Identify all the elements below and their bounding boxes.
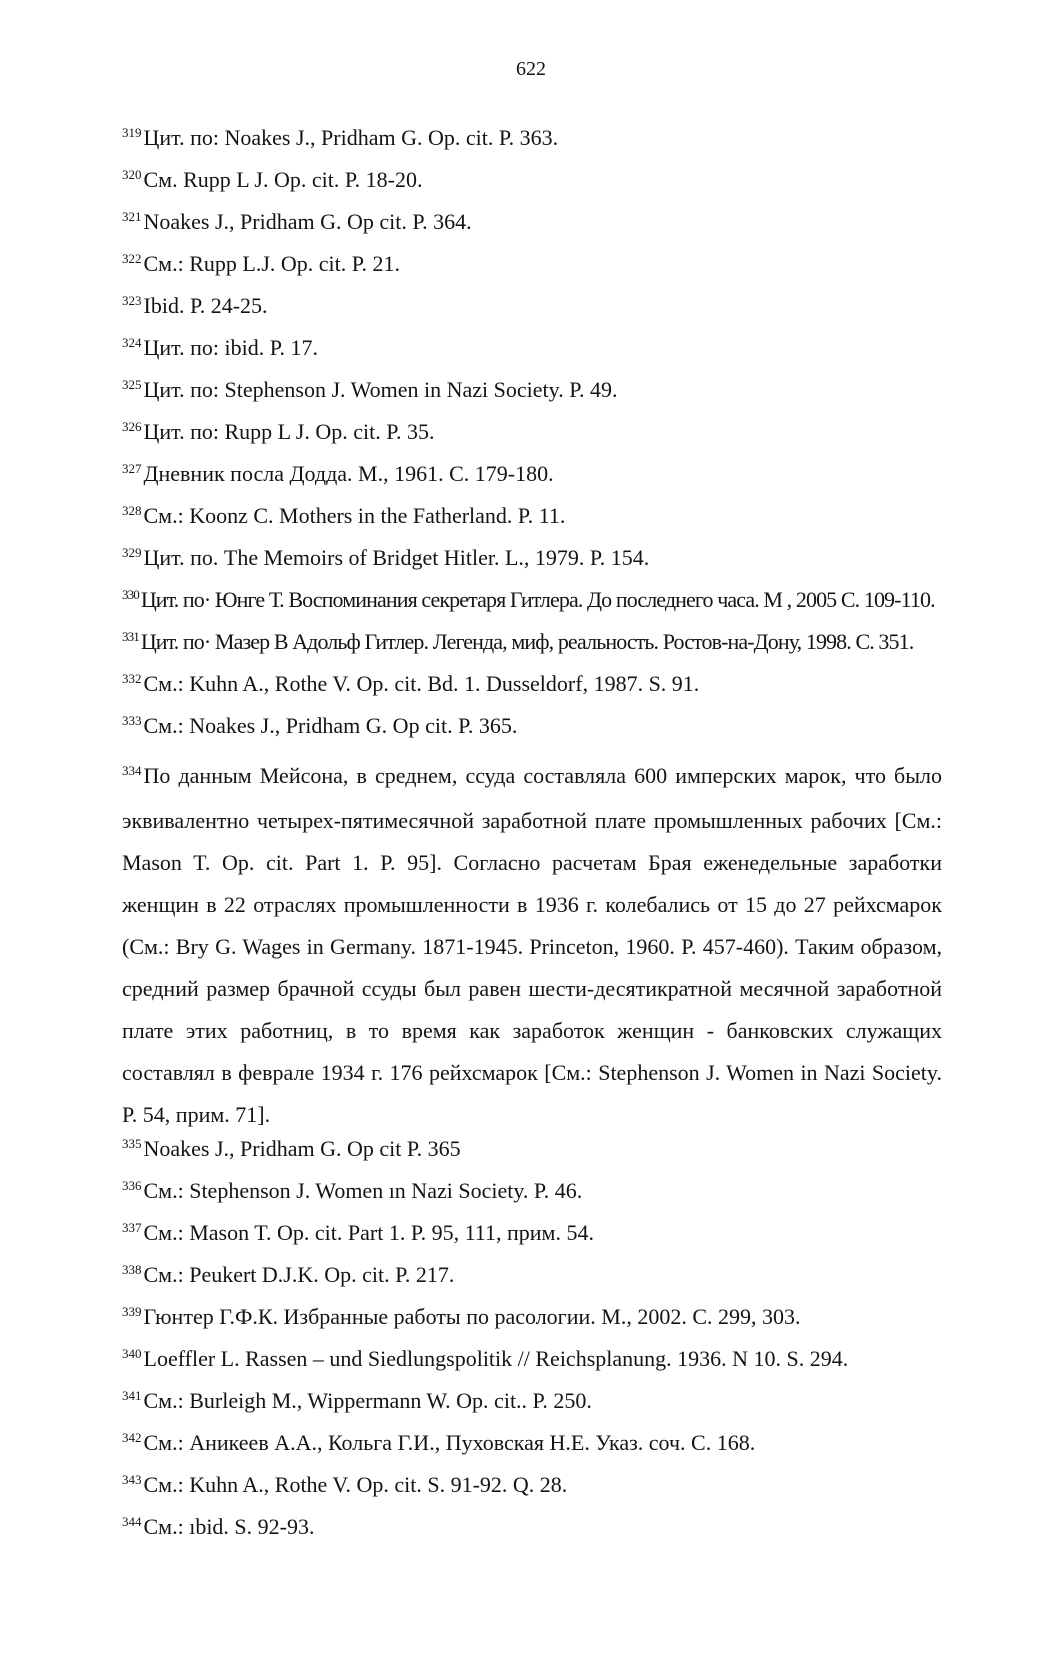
footnote-text: См.: Mason T. Op. cit. Part 1. P. 95, 111, прим. 54. [143,1220,594,1245]
footnote-number: 328 [122,503,142,518]
footnote-number: 327 [122,461,142,476]
footnote [122,293,942,335]
footnote-number: 340 [122,1346,142,1361]
footnote [122,1346,942,1388]
footnote-text: См.: Peukert D.J.K. Op. cit. P. 217. [143,1262,455,1287]
footnote-text: Дневник посла Додда. М., 1961. С. 179-180. [143,461,554,486]
footnote-number: 343 [122,1472,142,1487]
footnote-text: Цит. по· Мазер В Адольф Гитлер. Легенда, миф, реальность. Ростов-на-Дону, 1998. С. 351. [140,629,914,654]
footnote-number: 342 [122,1430,142,1445]
footnote-number: 337 [122,1220,142,1235]
footnote-number: 334 [122,763,142,778]
footnote-number: 344 [122,1514,142,1529]
footnote-text: См.: ıbid. S. 92-93. [143,1514,315,1539]
footnote-text: См.: Kuhn A., Rothe V. Op. cit. S. 91-92. Q. 28. [143,1472,568,1497]
footnote-number: 329 [122,545,142,560]
footnote-number: 336 [122,1178,142,1193]
footnote-number: 339 [122,1304,142,1319]
footnote [122,209,942,251]
footnote-number: 322 [122,251,142,266]
footnote-text: Цит. по: Stephenson J. Women in Nazi Society. P. 49. [143,377,618,402]
footnote-number: 335 [122,1136,142,1151]
footnote-number: 331 [122,629,139,644]
footnote-text: Цит. по. The Memoirs of Bridget Hitler. L., 1979. P. 154. [143,545,650,570]
footnote-text: Цит. по· Юнге Т. Воспоминания секретаря Гитлера. До последнего часа. М , 2005 С. 109-110. [140,587,935,612]
footnote [122,1304,942,1346]
footnote [122,461,942,503]
footnote-number: 319 [122,125,142,140]
footnote-text: См.: Koonz C. Mothers in the Fatherland. P. 11. [143,503,566,528]
footnote-text: Loeffler L. Rassen – und Siedlungspolitik // Reichsplanung. 1936. N 10. S. 294. [143,1346,849,1371]
footnote-text: См.: Аникеев А.А., Кольга Г.И., Пуховская Н.Е. Указ. соч. С. 168. [143,1430,756,1455]
footnote-number: 341 [122,1388,142,1403]
footnote-text: См.: Stephenson J. Women ın Nazi Society. P. 46. [143,1178,583,1203]
page-number: 622 [516,58,546,80]
footnote [122,1514,942,1556]
footnote-text: Цит. по: ibid. P. 17. [143,335,319,360]
footnote-text: Ibid. P. 24-25. [143,293,268,318]
footnote-text: См.: Rupp L.J. Op. cit. P. 21. [143,251,401,276]
footnote-text: Цит. по: Rupp L J. Op. cit. P. 35. [143,419,435,444]
footnote-number: 324 [122,335,142,350]
footnotes-list [122,125,942,1556]
footnote [122,377,942,419]
footnote-text: Noakes J., Pridham G. Op cit. P. 364. [143,209,472,234]
footnote-number: 325 [122,377,142,392]
footnote [122,1136,942,1178]
footnote-text: Гюнтер Г.Ф.К. Избранные работы по расологии. М., 2002. С. 299, 303. [143,1304,801,1329]
footnote [122,545,942,587]
footnote-paragraph [122,755,942,1136]
footnote [122,713,942,755]
footnote [122,503,942,545]
footnote-number: 333 [122,713,142,728]
footnote-number: 332 [122,671,142,686]
footnote-text: См.: Kuhn A., Rothe V. Op. cit. Bd. 1. Dusseldorf, 1987. S. 91. [143,671,700,696]
footnote [122,251,942,293]
footnote [122,125,942,167]
footnote-text: Цит. по: Noakes J., Pridham G. Op. cit. P. 363. [143,125,559,150]
footnote [122,335,942,377]
footnote-text: См. Rupp L J. Op. cit. P. 18-20. [143,167,423,192]
footnote [122,1388,942,1430]
footnote [122,419,942,461]
footnote-text: Noakes J., Pridham G. Op cit P. 365 [143,1136,461,1161]
footnote-number: 326 [122,419,142,434]
footnote-text: См.: Noakes J., Pridham G. Op cit. P. 365. [143,713,518,738]
footnote [122,1262,942,1304]
footnote-number: 320 [122,167,142,182]
footnote [122,671,942,713]
footnote [122,1220,942,1262]
footnote [122,167,942,209]
footnote-number: 323 [122,293,142,308]
footnote-number: 321 [122,209,142,224]
footnote [122,1472,942,1514]
footnote [122,587,942,629]
footnote-text: По данным Мейсона, в среднем, ссуда составляла 600 имперских марок, что было эквивалентно четырех-пятимесячной заработной плате промышленных рабочих [См.: Mason T. Op. cit. Part 1. P. 95]. Согласно расчетам Брая еженедельные заработки женщин в 22 отраслях промышленности в 1936 г. колебались от 15 до 27 рейхсмарок (См.: Bry G. Wages in Germany. 1871-1945. Princeton, 1960. P. 457-460). Таким образом, средний размер брачной ссуды был равен шести-десятикратной месячной заработной плате этих работниц, в то время как заработок женщин - банковских служащих составлял в феврале 1934 г. 176 рейхсмарок [См.: Stephenson J. Women in Nazi Society. P. 54, прим. 71]. [122,763,942,1127]
footnote-number: 338 [122,1262,142,1277]
footnote [122,1178,942,1220]
footnote-text: См.: Burleigh M., Wippermann W. Op. cit.. P. 250. [143,1388,592,1413]
footnote [122,1430,942,1472]
footnote [122,629,942,671]
footnote-number: 330 [122,587,139,602]
